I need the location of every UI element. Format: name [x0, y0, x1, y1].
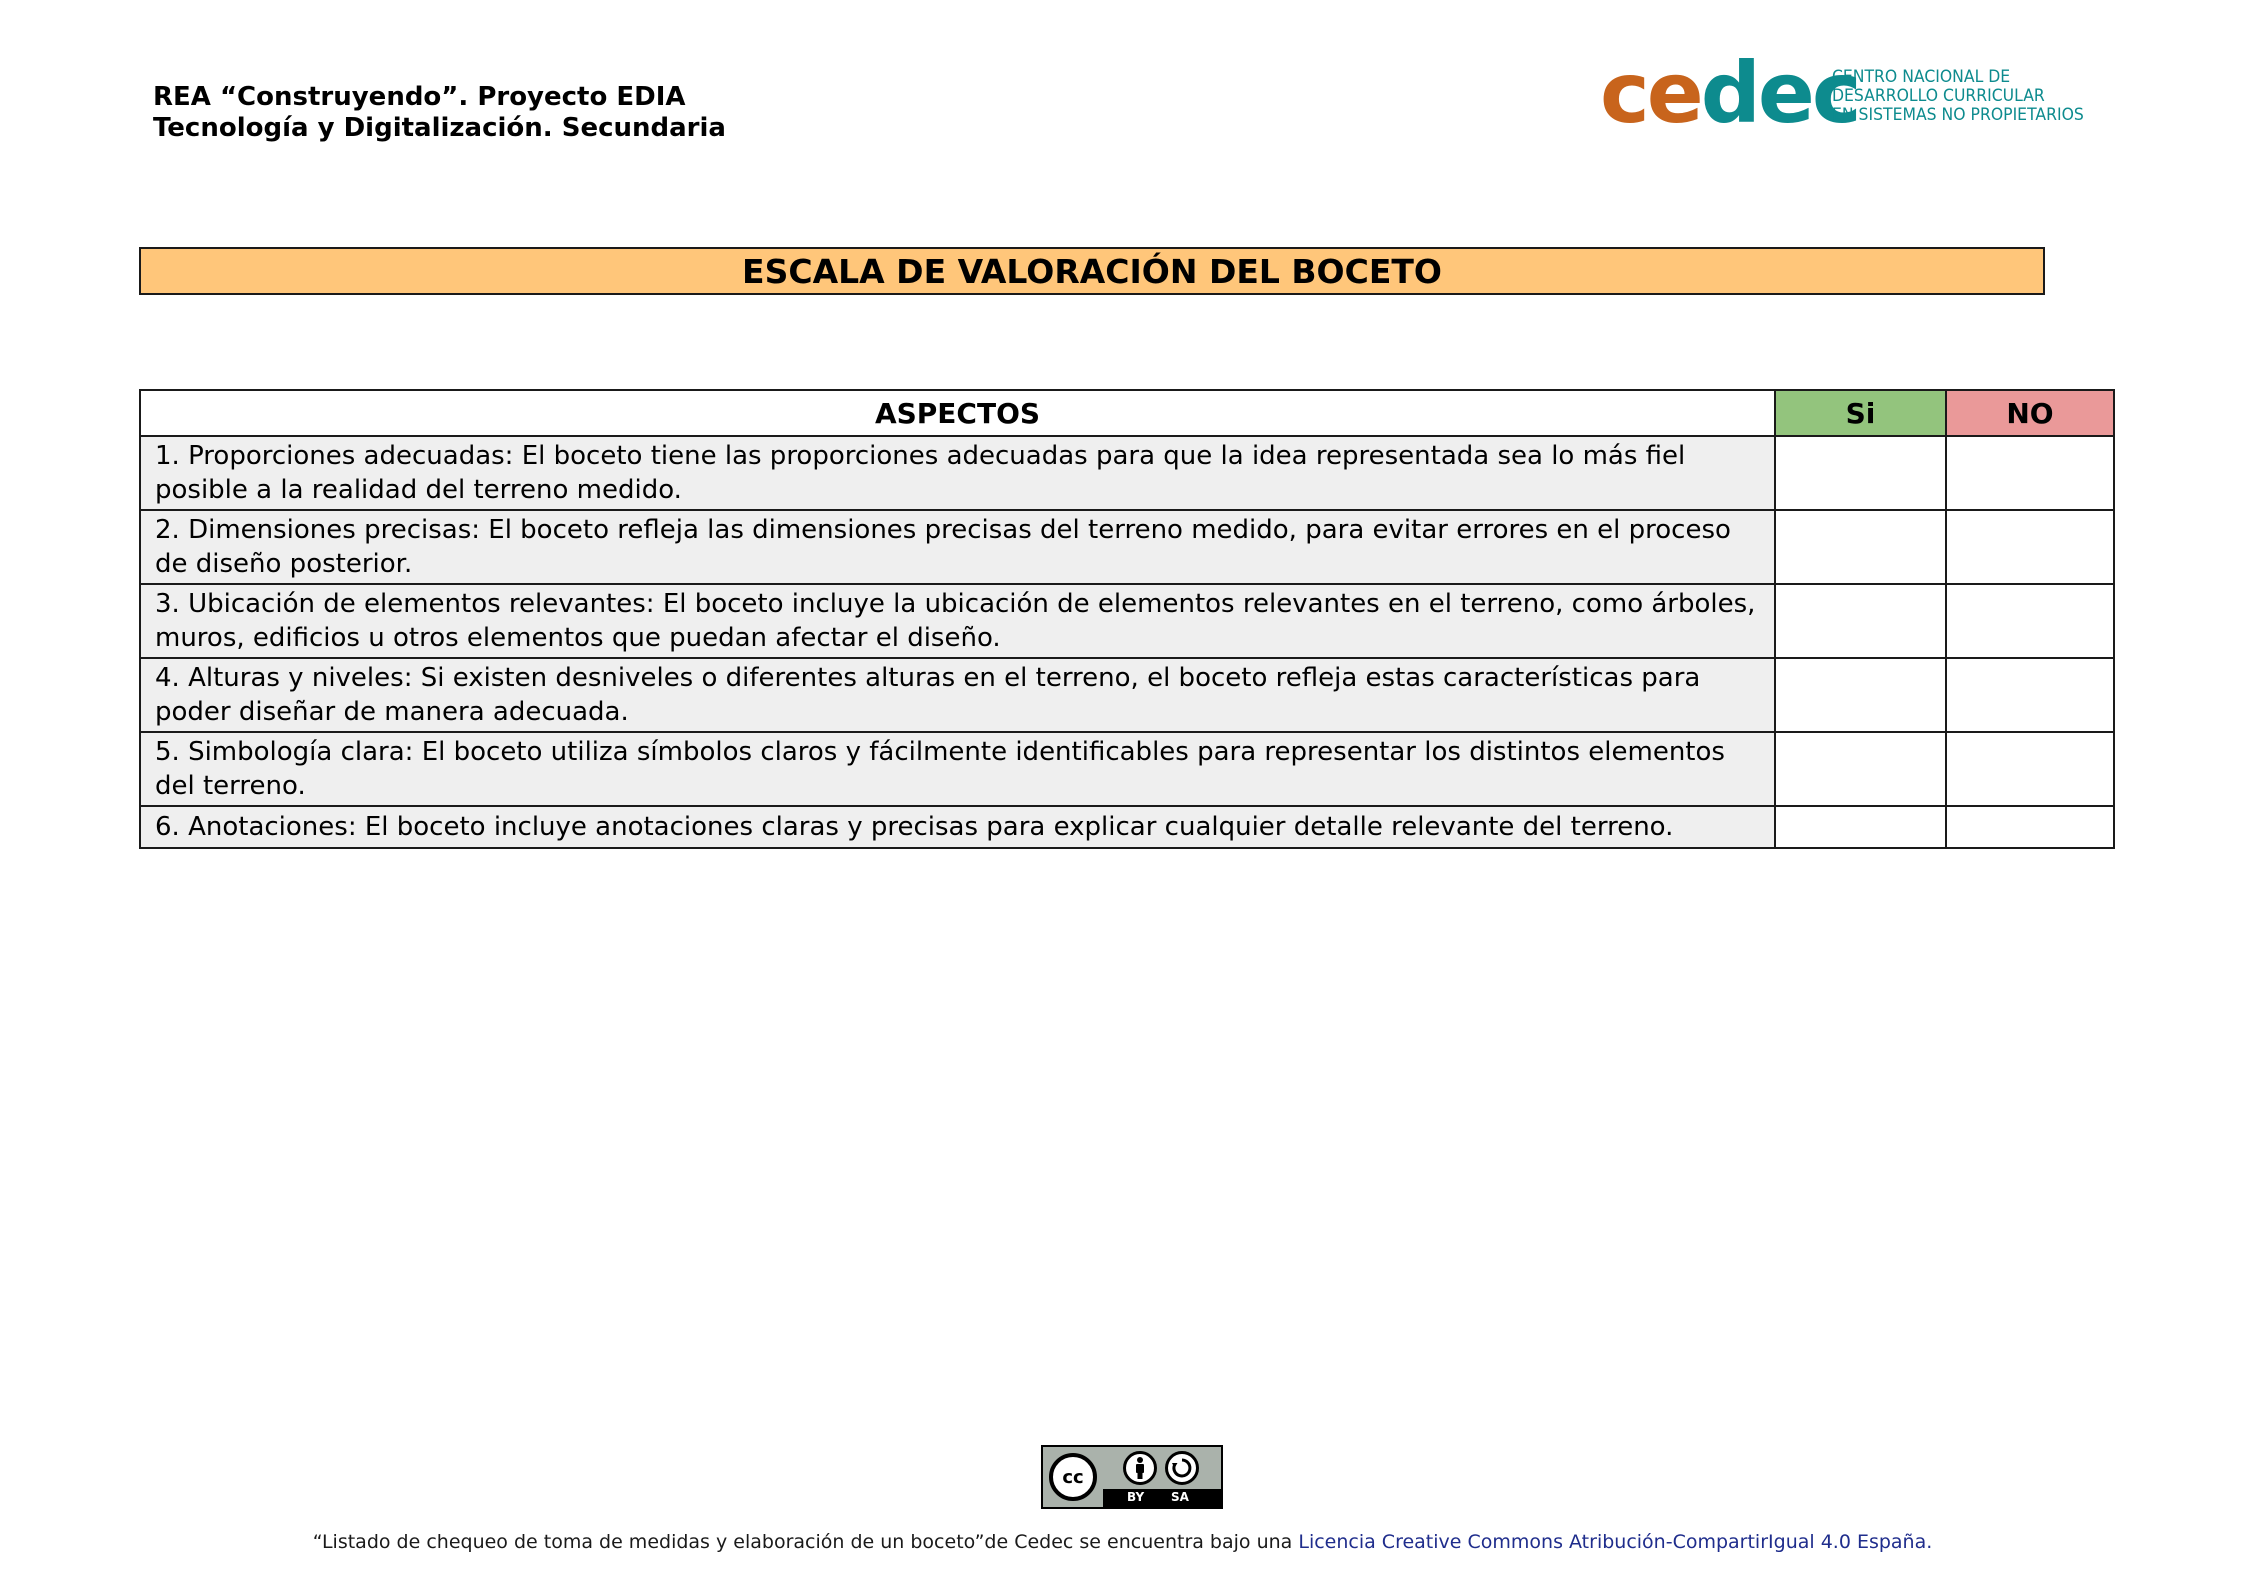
- cedec-logo-sub-line1: CENTRO NACIONAL DE: [1832, 67, 2011, 87]
- cedec-logo-ce: ce: [1600, 44, 1701, 142]
- license-statement: [0, 1531, 2245, 1553]
- table-row: [140, 584, 2114, 658]
- page-title: ESCALA DE VALORACIÓN DEL BOCETO: [139, 247, 2045, 295]
- yes-check-cell[interactable]: [1775, 658, 1946, 732]
- aspect-cell: 2. Dimensiones precisas: El boceto refleja las dimensiones precisas del terreno medido, para evitar errores en el proceso de diseño posterior.: [140, 510, 1775, 584]
- no-check-cell[interactable]: [1946, 658, 2114, 732]
- yes-check-cell[interactable]: [1775, 510, 1946, 584]
- header-no: NO: [1946, 390, 2114, 436]
- aspect-cell: 6. Anotaciones: El boceto incluye anotaciones claras y precisas para explicar cualquier detalle relevante del terreno.: [140, 806, 1775, 848]
- table-row: [140, 732, 2114, 806]
- no-check-cell[interactable]: [1946, 510, 2114, 584]
- aspect-cell: 3. Ubicación de elementos relevantes: El boceto incluye la ubicación de elementos relevantes en el terreno, como árboles, muros, edificios u otros elementos que puedan afectar el diseño.: [140, 584, 1775, 658]
- license-statement-text: “Listado de chequeo de toma de medidas y elaboración de un boceto”de Cedec se encuentra bajo una: [312, 1531, 1299, 1553]
- aspect-cell: 1. Proporciones adecuadas: El boceto tiene las proporciones adecuadas para que la idea representada sea lo más fiel posible a la realidad del terreno medido.: [140, 436, 1775, 510]
- cedec-logo-dec: dec: [1700, 44, 1859, 142]
- license-link[interactable]: Licencia Creative Commons Atribución-CompartirIgual 4.0 España.: [1298, 1531, 1933, 1553]
- table-header-row: [140, 390, 2114, 436]
- cedec-logo: [1600, 44, 2100, 142]
- no-check-cell[interactable]: [1946, 806, 2114, 848]
- cedec-logo-sub-line2: DESARROLLO CURRICULAR: [1832, 86, 2045, 106]
- yes-check-cell[interactable]: [1775, 584, 1946, 658]
- no-check-cell[interactable]: [1946, 436, 2114, 510]
- cedec-logo-sub-line3: EN SISTEMAS NO PROPIETARIOS: [1832, 105, 2084, 125]
- table-row: [140, 510, 2114, 584]
- cedec-logo-word: [1600, 44, 1859, 142]
- header-yes: Si: [1775, 390, 1946, 436]
- cc-license-badge[interactable]: [1041, 1445, 1223, 1509]
- cc-icon: cc: [1049, 1453, 1097, 1501]
- share-alike-icon: [1165, 1451, 1199, 1485]
- header-aspects: ASPECTOS: [140, 390, 1775, 436]
- yes-check-cell[interactable]: [1775, 806, 1946, 848]
- cedec-logo-subtitle: [1832, 68, 2106, 125]
- yes-check-cell[interactable]: [1775, 732, 1946, 806]
- table-row: [140, 806, 2114, 848]
- no-check-cell[interactable]: [1946, 732, 2114, 806]
- rubric-table: [139, 389, 2115, 849]
- header-project-line: REA “Construyendo”. Proyecto EDIA: [153, 82, 686, 112]
- table-row: [140, 658, 2114, 732]
- no-check-cell[interactable]: [1946, 584, 2114, 658]
- document-header: [153, 82, 726, 144]
- cc-badge-strip: [1103, 1489, 1221, 1507]
- cc-by-label: BY: [1127, 1490, 1145, 1504]
- header-subject-line: Tecnología y Digitalización. Secundaria: [153, 113, 726, 143]
- aspect-cell: 4. Alturas y niveles: Si existen desniveles o diferentes alturas en el terreno, el boceto refleja estas características para poder diseñar de manera adecuada.: [140, 658, 1775, 732]
- attribution-person-icon: [1123, 1451, 1157, 1485]
- aspect-cell: 5. Simbología clara: El boceto utiliza símbolos claros y fácilmente identificables para representar los distintos elementos del terreno.: [140, 732, 1775, 806]
- table-row: [140, 436, 2114, 510]
- yes-check-cell[interactable]: [1775, 436, 1946, 510]
- cc-sa-label: SA: [1171, 1490, 1189, 1504]
